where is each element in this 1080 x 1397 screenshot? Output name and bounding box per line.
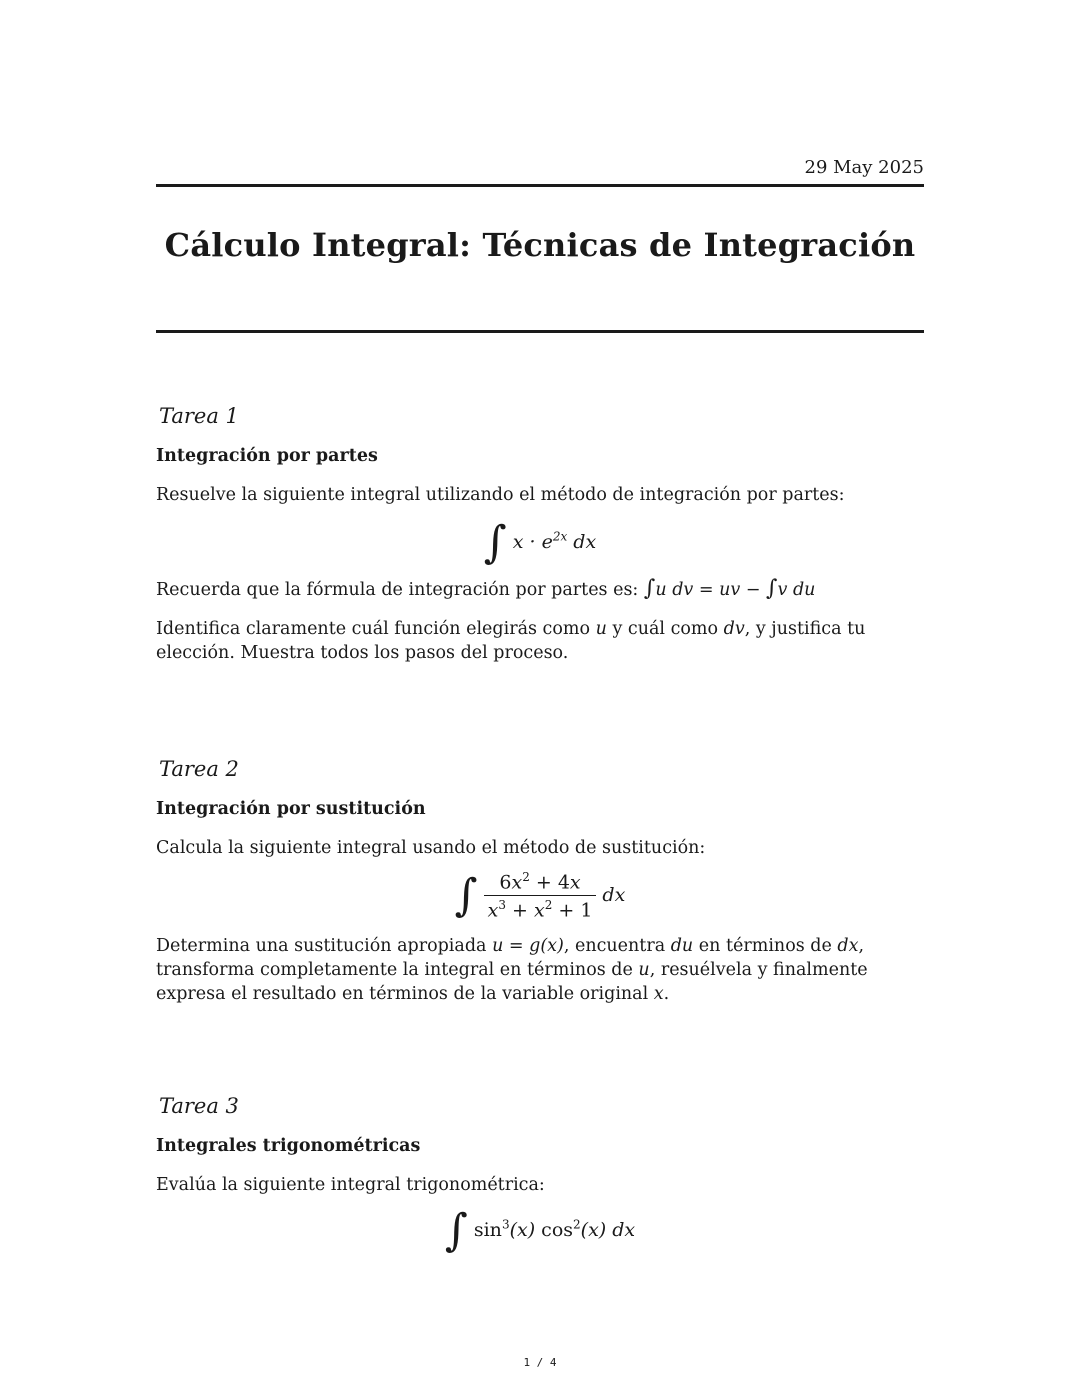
top-rule bbox=[156, 184, 924, 187]
task-2-label: Tarea 2 bbox=[159, 757, 239, 781]
task-2-subtitle: Integración por sustitución bbox=[156, 799, 426, 819]
task-1-instructions: Identifica claramente cuál función elegirás como u y cuál como dv, y justifica tu elección. Muestra todos los pasos del proceso. bbox=[156, 619, 866, 663]
task-2-intro: Calcula la siguiente integral usando el método de sustitución: bbox=[156, 838, 706, 858]
page-title: Cálculo Integral: Técnicas de Integración bbox=[164, 226, 916, 264]
task-1-label: Tarea 1 bbox=[159, 404, 239, 428]
task-2-instructions: Determina una sustitución apropiada u = g(x), encuentra du en términos de dx, transforma completamente la integral en términos de u, resuélvela y finalmente expresa el resultado en términos de la variable original x. bbox=[156, 935, 868, 1004]
page-number: 1 / 4 bbox=[523, 1356, 557, 1369]
task-1-equation: ∫ $x \cdot e^{2x}$ dx bbox=[483, 517, 597, 568]
task-3-subtitle: Integrales trigonométricas bbox=[156, 1136, 421, 1156]
task-1 bbox=[156, 404, 924, 665]
task-1-subtitle: Integración por partes bbox=[156, 446, 378, 466]
task-1-formula: Recuerda que la fórmula de integración por partes es: ∫u dv = uv − ∫v du bbox=[156, 576, 816, 601]
task-1-intro: Resuelve la siguiente integral utilizando el método de integración por partes: bbox=[156, 485, 845, 505]
task-3-equation: ∫ $\sin^3(x)$ $\cos^2(x)$ dx bbox=[444, 1205, 636, 1256]
task-3-label: Tarea 3 bbox=[159, 1094, 239, 1118]
title-rule bbox=[156, 330, 924, 333]
task-2 bbox=[156, 757, 924, 1006]
task-3 bbox=[156, 1094, 924, 1256]
task-2-equation: ∫ $\frac{6x^2 + 4x}{x^3 + x^2 + 1}$ dx bbox=[454, 869, 626, 922]
task-3-intro: Evalúa la siguiente integral trigonométrica: bbox=[156, 1175, 545, 1195]
date: 29 May 2025 bbox=[804, 157, 924, 178]
